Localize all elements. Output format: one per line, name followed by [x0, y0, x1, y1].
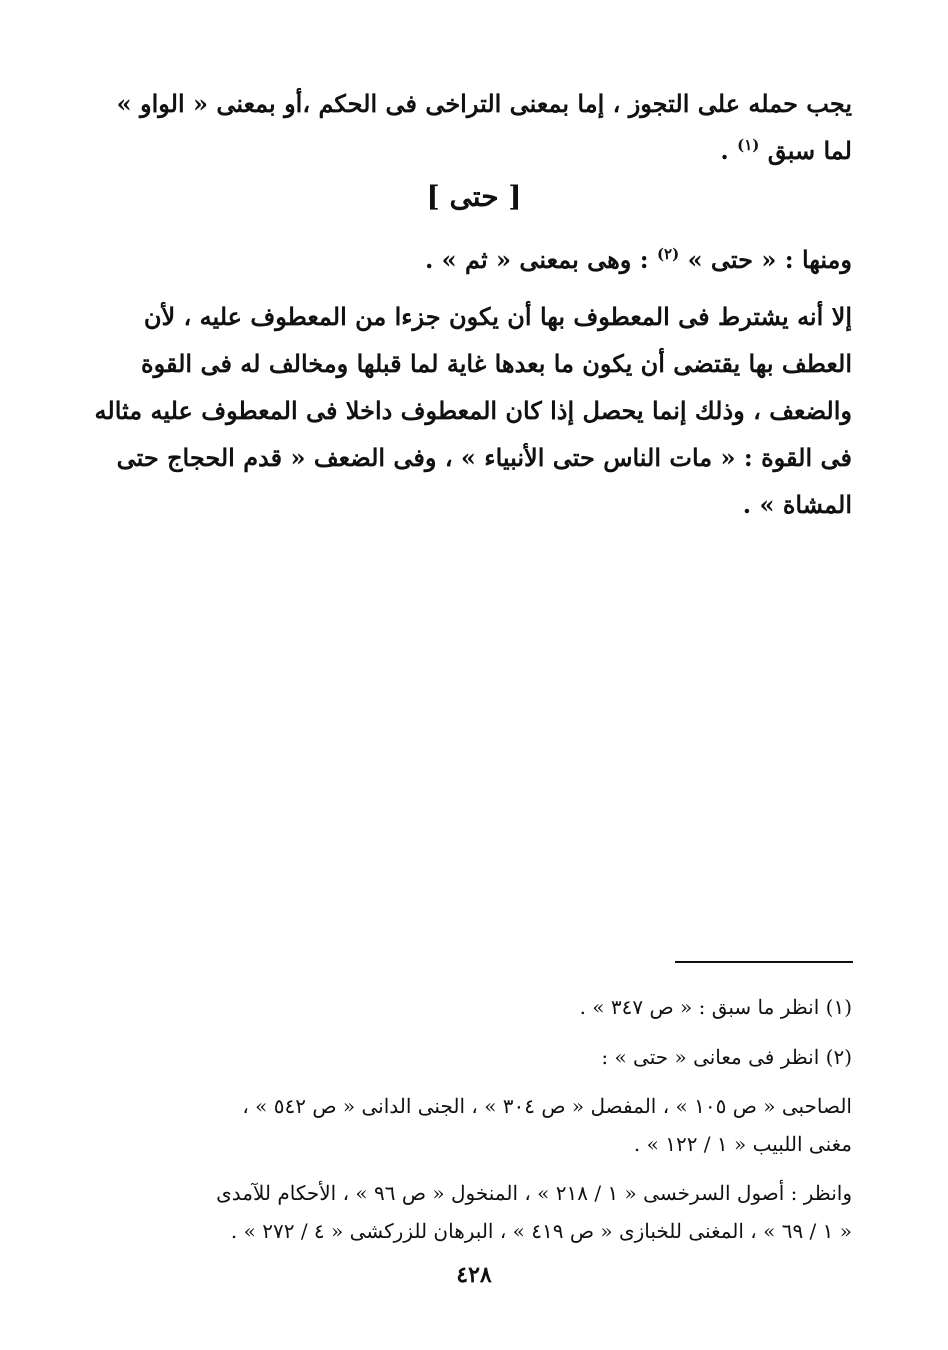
text-run: لما سبق — [767, 136, 852, 165]
page-number: ٤٢٨ — [456, 1262, 492, 1288]
footnote-2 — [140, 1038, 852, 1076]
text-run: ومنها : « حتى » — [679, 245, 852, 274]
body-paragraph — [94, 293, 852, 528]
section-intro — [140, 236, 852, 283]
footnote-2-sources — [140, 1087, 852, 1163]
footnote-line: الصاحبى « ص ١٠٥ » ، المفصل « ص ٣٠٤ » ، الجنى الدانى « ص ٥٤٢ » ، — [242, 1094, 852, 1118]
text-run: : وهى بمعنى « ثم » . — [424, 245, 657, 274]
footnote-line: (١) انظر ما سبق : « ص ٣٤٧ » . — [579, 995, 852, 1019]
footnote-line: مغنى اللبيب « ١ / ١٢٢ » . — [633, 1132, 852, 1156]
section-heading: [ حتى ] — [426, 180, 522, 213]
text-line: المشاة » . — [742, 490, 852, 519]
continued-paragraph — [116, 80, 852, 174]
footnote-line: (٢) انظر فى معانى « حتى » : — [601, 1045, 852, 1069]
text-run: . — [720, 136, 738, 165]
text-line — [140, 236, 852, 283]
text-line — [140, 127, 852, 174]
footnote-line: « ١ / ٦٩ » ، المغنى للخبازى « ص ٤١٩ » ، البرهان للزركشى « ٤ / ٢٧٢ » . — [230, 1219, 852, 1243]
text-line: يجب حمله على التجوز ، إما بمعنى التراخى فى الحكم ،أو بمعنى « الواو » — [116, 89, 852, 118]
footnote-2-more-sources — [140, 1174, 852, 1250]
text-line: إلا أنه يشترط فى المعطوف بها أن يكون جزءا من المعطوف عليه ، لأن — [143, 302, 852, 331]
text-line: فى القوة : « مات الناس حتى الأنبياء » ، وفى الضعف « قدم الحجاج حتى — [116, 443, 852, 472]
footnote-1 — [140, 988, 852, 1026]
text-line: العطف بها يقتضى أن يكون ما بعدها غاية لما قبلها ومخالف له فى القوة — [141, 349, 852, 378]
footnote-ref-2: (٢) — [656, 245, 680, 263]
footnote-divider — [675, 961, 853, 963]
footnote-ref-1: (١) — [737, 136, 760, 154]
text-line: والضعف ، وذلك إنما يحصل إذا كان المعطوف داخلا فى المعطوف عليه مثاله — [94, 396, 852, 425]
footnote-line: وانظر : أصول السرخسى « ١ / ٢١٨ » ، المنخول « ص ٩٦ » ، الأحكام للآمدى — [216, 1181, 852, 1205]
